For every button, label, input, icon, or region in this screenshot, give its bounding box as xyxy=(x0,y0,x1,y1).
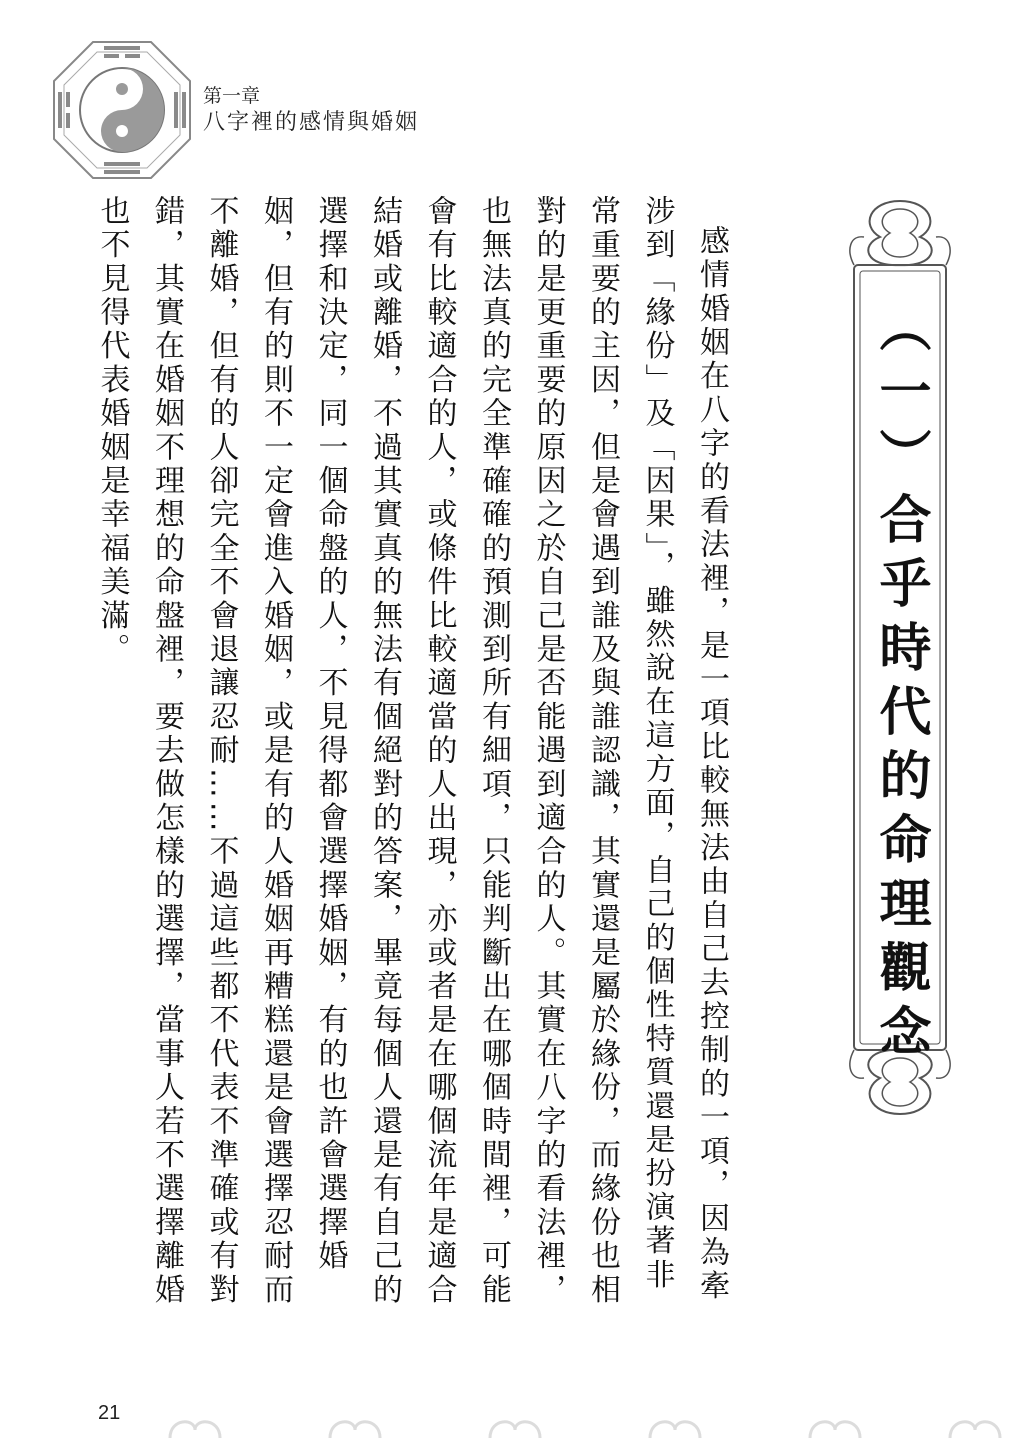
page-number: 21 xyxy=(98,1402,121,1424)
paragraph: 感情婚姻在八字的看法裡，是一項比較無法由自己去控制的一項，因為牽涉到「緣份」及「因果」，雖然說在這方面，自己的個性特質還是扮演著非常重要的主因，但是會遇到誰及與誰認識，其實還是屬於緣份，而緣份也相對的是更重要的原因之於自己是否能遇到適合的人。其實在八字的看法裡，也無法真的完全準確確的預測到所有細項，只能判斷出在哪個時間裡，可能會有比較適合的人，或條件比較適當的人出現，亦或者是在哪個流年是適合結婚或離婚，不過其實真的無法有個絕對的答案，畢竟每個人還是有自己的選擇和決定，同一個命盤的人，不見得都會選擇婚姻，有的也許會選擇婚姻，但有的則不一定會進入婚姻，或是有的人婚姻再糟糕還是會選擇忍耐而不離婚，但有的人卻完全不會退讓忍耐……不過這些都不代表不準確或有對錯，其實在婚姻不理想的命盤裡，要去做怎樣的選擇，當事人若不選擇離婚也不見得代表婚姻是幸福美滿。 xyxy=(94,195,729,1308)
chapter-label: 第一章 xyxy=(203,85,261,107)
body-text xyxy=(84,195,738,1325)
section-title: （一）合乎時代的命理觀念 xyxy=(870,300,931,1068)
footer-ornament xyxy=(150,1408,1010,1440)
chapter-title: 八字裡的感情與婚姻 xyxy=(203,110,420,135)
bagua-yinyang-icon xyxy=(52,40,192,180)
